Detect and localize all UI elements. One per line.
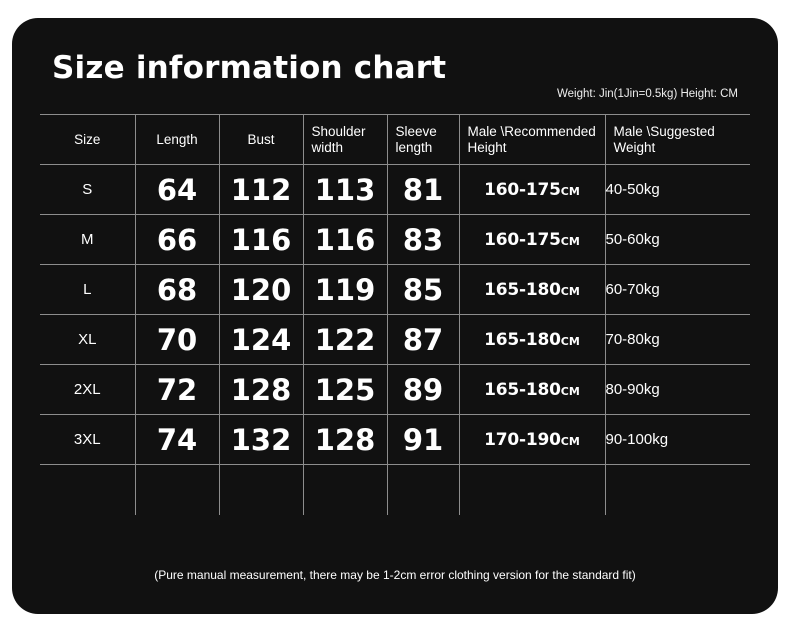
table-row	[40, 215, 750, 265]
page-title: Size information chart	[52, 50, 447, 86]
cell-size: M	[40, 215, 135, 265]
table-row	[40, 365, 750, 415]
cell-empty	[605, 465, 750, 515]
column-header-recommended-height: Male \Recommended Height	[459, 115, 605, 165]
table-row	[40, 165, 750, 215]
cell-height	[459, 215, 605, 265]
column-header-length: Length	[135, 115, 219, 165]
cell-height-value: 165-180	[484, 329, 561, 350]
column-header-suggested-weight: Male \Suggested Weight	[605, 115, 750, 165]
cell-shoulder: 119	[303, 265, 387, 315]
cell-height-unit: CM	[560, 284, 580, 298]
cell-shoulder: 125	[303, 365, 387, 415]
cell-height-value: 160-175	[484, 179, 561, 200]
cell-height-unit: CM	[560, 184, 580, 198]
cell-shoulder: 116	[303, 215, 387, 265]
cell-sleeve: 89	[387, 365, 459, 415]
cell-size: S	[40, 165, 135, 215]
size-table	[40, 114, 750, 515]
cell-length: 68	[135, 265, 219, 315]
cell-weight: 70-80kg	[605, 315, 750, 365]
cell-height-value: 165-180	[484, 379, 561, 400]
cell-empty	[303, 465, 387, 515]
table-body	[40, 165, 750, 515]
cell-height	[459, 415, 605, 465]
cell-bust: 120	[219, 265, 303, 315]
cell-height	[459, 265, 605, 315]
cell-height-unit: CM	[560, 334, 580, 348]
cell-height-value: 160-175	[484, 229, 561, 250]
table-row	[40, 265, 750, 315]
table-header-row	[40, 115, 750, 165]
cell-height	[459, 315, 605, 365]
cell-bust: 128	[219, 365, 303, 415]
size-table-wrapper	[40, 114, 750, 515]
size-chart-card	[12, 18, 778, 614]
cell-length: 70	[135, 315, 219, 365]
cell-length: 74	[135, 415, 219, 465]
cell-sleeve: 87	[387, 315, 459, 365]
cell-weight: 50-60kg	[605, 215, 750, 265]
cell-height-value: 165-180	[484, 279, 561, 300]
cell-sleeve: 85	[387, 265, 459, 315]
cell-shoulder: 128	[303, 415, 387, 465]
cell-shoulder: 122	[303, 315, 387, 365]
table-row	[40, 415, 750, 465]
cell-empty	[135, 465, 219, 515]
column-header-sleeve-length: Sleeve length	[387, 115, 459, 165]
cell-bust: 116	[219, 215, 303, 265]
footnote: (Pure manual measurement, there may be 1-2cm error clothing version for the standard fit)	[154, 568, 636, 582]
cell-height-unit: CM	[560, 234, 580, 248]
cell-height-unit: CM	[560, 434, 580, 448]
cell-weight: 40-50kg	[605, 165, 750, 215]
cell-sleeve: 83	[387, 215, 459, 265]
cell-weight: 90-100kg	[605, 415, 750, 465]
cell-empty	[387, 465, 459, 515]
cell-length: 72	[135, 365, 219, 415]
cell-height	[459, 365, 605, 415]
cell-height	[459, 165, 605, 215]
cell-bust: 112	[219, 165, 303, 215]
column-header-shoulder-width: Shoulder width	[303, 115, 387, 165]
units-note: Weight: Jin(1Jin=0.5kg) Height: CM	[557, 88, 738, 100]
cell-shoulder: 113	[303, 165, 387, 215]
table-row-empty	[40, 465, 750, 515]
cell-empty	[459, 465, 605, 515]
cell-bust: 124	[219, 315, 303, 365]
cell-size: XL	[40, 315, 135, 365]
cell-height-value: 170-190	[484, 429, 561, 450]
table-header	[40, 115, 750, 165]
cell-sleeve: 81	[387, 165, 459, 215]
cell-empty	[40, 465, 135, 515]
cell-size: 2XL	[40, 365, 135, 415]
cell-length: 64	[135, 165, 219, 215]
table-row	[40, 315, 750, 365]
cell-size: 3XL	[40, 415, 135, 465]
cell-height-unit: CM	[560, 384, 580, 398]
cell-size: L	[40, 265, 135, 315]
cell-empty	[219, 465, 303, 515]
column-header-size: Size	[40, 115, 135, 165]
cell-weight: 60-70kg	[605, 265, 750, 315]
cell-weight: 80-90kg	[605, 365, 750, 415]
cell-sleeve: 91	[387, 415, 459, 465]
cell-bust: 132	[219, 415, 303, 465]
column-header-bust: Bust	[219, 115, 303, 165]
cell-length: 66	[135, 215, 219, 265]
